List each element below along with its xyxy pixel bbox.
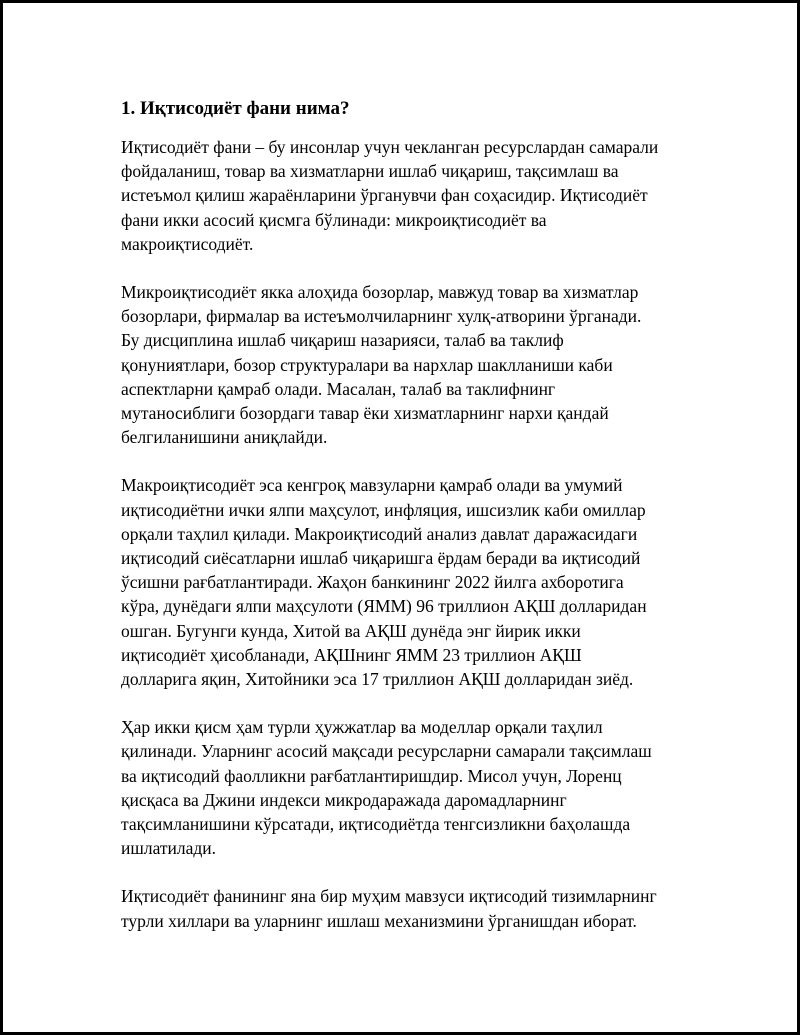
document-title: 1. Иқтисодиёт фани нима? <box>121 98 350 119</box>
paragraph-microeconomics: Микроиқтисодиёт якка алоҳида бозорлар, мавжуд товар ва хизматлар бозорлари, фирмалар ва истеъмолчиларнинг хулқ-атворини ўрганади. Бу дисциплина ишлаб чиқариш назарияси, талаб ва таклиф қонуниятлари, бозор структуралари ва нархлар шаклланиши каби аспектларни қамраб олади. Масалан, талаб ва таклифнинг мутаносиблиги бозордаги тавар ёки хизматларнинг нархи қандай белгиланишини аниқлайди. <box>121 282 642 448</box>
paragraph-analysis: Ҳар икки қисм ҳам турли ҳужжатлар ва моделлар орқали таҳлил қилинади. Уларнинг асосий мақсади ресурсларни самарали тақсимлаш ва иқтисодий фаолликни рағбатлантиришдир. Мисол учун, Лоренц қисқаса ва Джини индекси микродаражада даромадларнинг тақсимланишини кўрсатади, иқтисодиётда тенгсизликни баҳолашда ишлатилади. <box>121 717 652 859</box>
paragraph-economic-systems: Иқтисодиёт фанининг яна бир муҳим мавзуси иқтисодий тизимларнинг турли хиллари ва уларнинг ишлаш механизмини ўрганишдан иборат. <box>121 886 657 931</box>
paragraph-definition: Иқтисодиёт фани – бу инсонлар учун чекланган ресурслардан самарали фойдаланиш, товар ва хизматларни ишлаб чиқариш, тақсимлаш ва истеъмол қилиш жараёнларини ўрганувчи фан соҳасидир. Иқтисодиёт фани икки асосий қисмга бўлинади: микроиқтисодиёт ва макроиқтисодиёт. <box>121 137 659 254</box>
document-body <box>121 97 691 957</box>
paragraph-macroeconomics: Макроиқтисодиёт эса кенгроқ мавзуларни қамраб олади ва умумий иқтисодиётни ички ялпи маҳсулот, инфляция, ишсизлик каби омиллар орқали таҳлил қилади. Макроиқтисодий анализ давлат даражасидаги иқтисодий сиёсатларни ишлаб чиқаришга ёрдам беради ва иқтисодий ўсишни рағбатлантиради. Жаҳон банкининг 2022 йилга ахборотига кўра, дунёдаги ялпи маҳсулоти (ЯММ) 96 триллион АҚШ долларидан ошган. Бугунги кунда, Хитой ва АҚШ дунёда энг йирик икки иқтисодиёт ҳисобланади, АҚШнинг ЯММ 23 триллион АҚШ долларига яқин, Хитойники эса 17 триллион АҚШ долларидан зиёд. <box>121 475 647 690</box>
